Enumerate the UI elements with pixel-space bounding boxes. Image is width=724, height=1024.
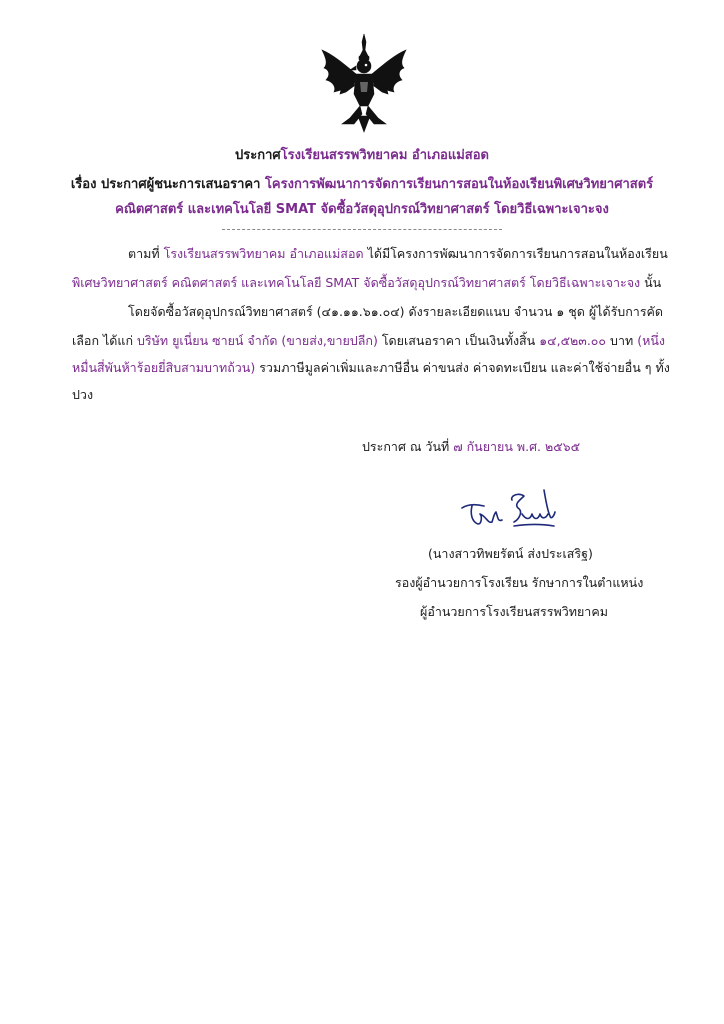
announcement-title	[0, 148, 724, 164]
p1-lead: ตามที่	[128, 246, 160, 261]
p2-quantity: ๑ ชุด	[556, 304, 585, 319]
p2-purchase: โดยจัดซื้อวัสดุอุปกรณ์วิทยาศาสตร์ (๔๑.๑๑.๖๑.๐๔) ดังรายละเอียดแนบ จำนวน	[128, 304, 553, 319]
p1-school: โรงเรียนสรรพวิทยาคม อำเภอแม่สอด	[163, 246, 364, 261]
p1-project: พิเศษวิทยาศาสตร์ คณิตศาสตร์ และเทคโนโลยี SMAT จัดซื้อวัสดุอุปกรณ์วิทยาศาสตร์ โดยวิธีเฉพาะเจาะจง	[72, 275, 641, 290]
paragraph-1-line-2	[72, 275, 661, 291]
p2-baht: บาท	[610, 333, 634, 348]
date-value: ๗ กันยายน พ.ศ. ๒๕๖๕	[453, 439, 581, 454]
p2-amount: ๑๔,๕๒๓.๐๐	[539, 333, 607, 348]
p1-end: นั้น	[640, 275, 662, 290]
handwritten-signature-icon	[458, 486, 558, 536]
signer-position-acting: ผู้อำนวยการโรงเรียนสรรพวิทยาคม	[420, 604, 608, 619]
p1-rest: ได้มีโครงการพัฒนาการจัดการเรียนการสอนในห้องเรียน	[367, 246, 668, 261]
p2-inclusive: รวมภาษีมูลค่าเพิ่มและภาษีอื่น ค่าขนส่ง ค่าจดทะเบียน และค่าใช้จ่ายอื่น ๆ ทั้ง	[259, 360, 670, 375]
garuda-emblem-icon	[318, 32, 410, 134]
announcement-date	[362, 439, 580, 455]
signer-name: (นางสาวทิพยรัตน์ ส่งประเสริฐ)	[428, 546, 593, 561]
title-prefix: ประกาศ	[235, 148, 281, 163]
subject-project: โครงการพัฒนาการจัดการเรียนการสอนในห้องเรียนพิเศษวิทยาศาสตร์	[264, 177, 654, 192]
paragraph-2-line-4: ปวง	[72, 387, 94, 402]
p2-selection: เลือก ได้แก่	[72, 333, 134, 348]
paragraph-2-line-1	[128, 304, 663, 320]
signer-position: รองผู้อำนวยการโรงเรียน รักษาการในตำแหน่ง	[395, 575, 644, 590]
subject-line-continued: คณิตศาสตร์ และเทคโนโลยี SMAT จัดซื้อวัสดุอุปกรณ์วิทยาศาสตร์ โดยวิธีเฉพาะเจาะจง	[115, 202, 609, 217]
p2-vendor: บริษัท ยูเนี่ยน ซายน์ จำกัด (ขายส่ง,ขายปลีก)	[137, 333, 378, 348]
p2-offer: โดยเสนอราคา เป็นเงินทั้งสิ้น	[381, 333, 536, 348]
p2-amount-words-start: (หนึ่ง	[637, 333, 665, 348]
paragraph-2-line-2	[72, 333, 665, 349]
subject-line	[0, 177, 724, 193]
p2-amount-words-end: หมื่นสี่พันห้าร้อยยี่สิบสามบาทถ้วน)	[72, 360, 256, 375]
subject-prefix: เรื่อง ประกาศผู้ชนะการเสนอราคา	[70, 177, 261, 192]
paragraph-2-line-3	[72, 360, 670, 376]
dashed-divider	[222, 229, 502, 230]
title-school: โรงเรียนสรรพวิทยาคม อำเภอแม่สอด	[280, 148, 489, 163]
p2-selected: ผู้ได้รับการคัด	[584, 304, 664, 319]
date-prefix: ประกาศ ณ วันที่	[362, 439, 450, 454]
paragraph-1-line-1	[128, 246, 668, 262]
